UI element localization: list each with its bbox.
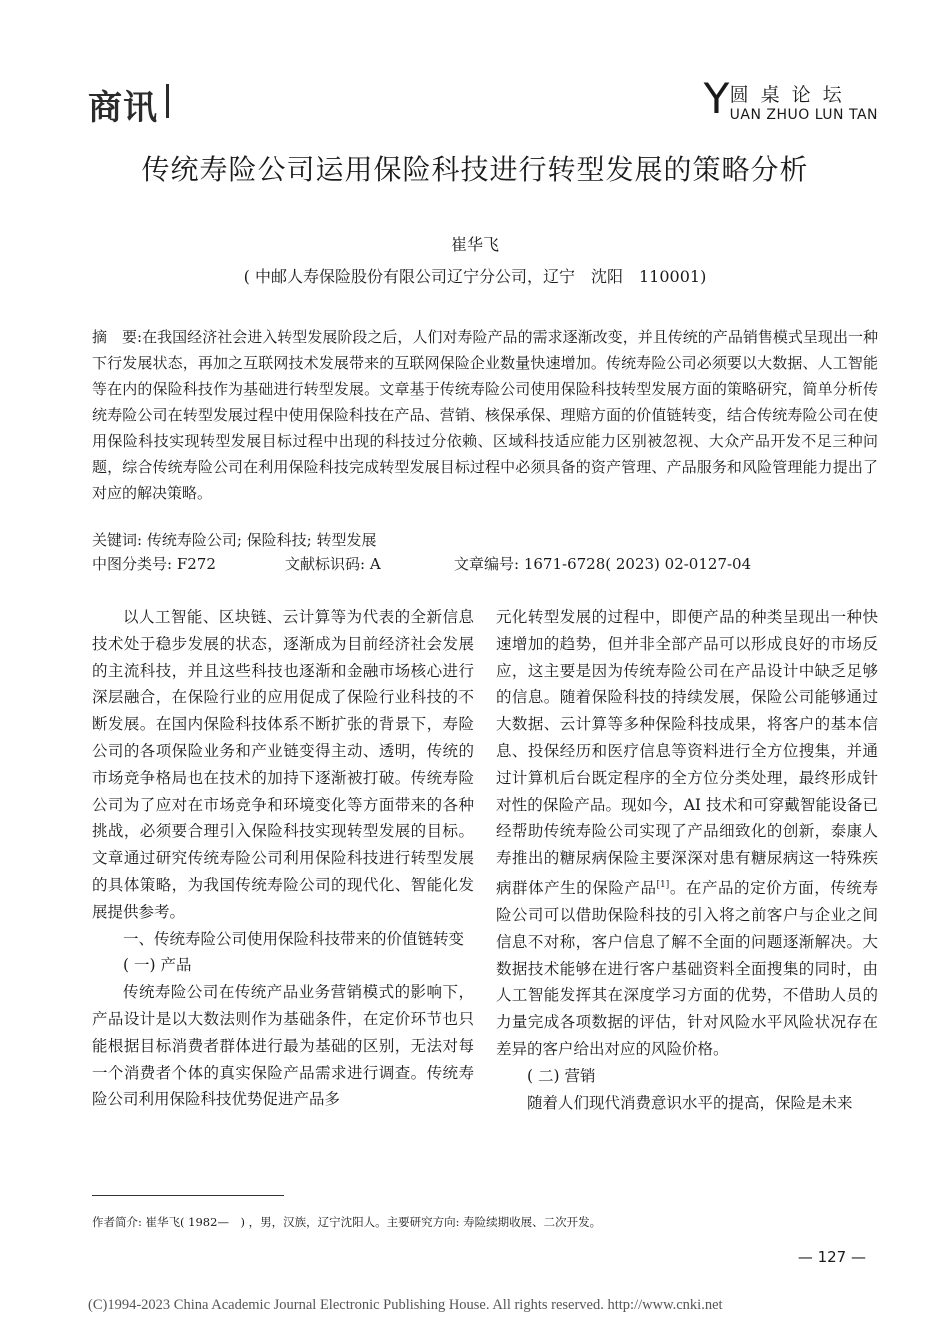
paragraph-text: 元化转型发展的过程中，即便产品的种类呈现出一种快速增加的趋势，但并非全部产品可以形成良好的市场反应，这主要是因为传统寿险公司在产品设计中缺乏足够的信息。随着保险科技的持续发展，保险公司能够通过大数据、云计算等多种保险科技成果，将客户的基本信息、投保经历和医疗信息等资料进行全方位搜集，并通过计算机后台既定程序的全方位分类处理，最终形成针对性的保险产品。现如今，AI 技术和可穿戴智能设备已经帮助传统寿险公司实现了产品细致化的创新，泰康人寿推出的糖尿病保险主要深深对患有糖尿病这一特殊疾病群体产生的保险产品 — [496, 608, 878, 898]
reference-marker[interactable]: [1] — [656, 879, 670, 890]
section-heading: 一、传统寿险公司使用保险科技带来的价值链转变 — [123, 929, 465, 948]
article-title: 传统寿险公司运用保险科技进行转型发展的策略分析 — [141, 153, 809, 186]
abstract-label: 摘 要: — [92, 328, 143, 346]
column-name-cn: 圆桌论坛 — [729, 84, 854, 106]
keywords: 关键词: 传统寿险公司; 保险科技; 转型发展 — [92, 531, 377, 549]
journal-logo: 商讯 — [88, 88, 158, 128]
product-paragraph: 传统寿险公司在传统产品业务营销模式的影响下，产品设计是以大数法则作为基础条件，在定价环节也只能根据目标消费者群体进行最为基础的区别，无法对每一个消费者个体的真实保险产品需求进行调查。传统寿险公司利用保险科技优势促进产品多 — [92, 983, 474, 1109]
abstract — [92, 324, 878, 506]
intro-paragraph: 以人工智能、区块链、云计算等为代表的全新信息技术处于稳步发展的状态，逐渐成为目前经济社会发展的主流科技，并且这些科技也逐渐和金融市场核心进行深层融合，在保险行业的应用促成了保险行业科技的不断发展。在国内保险科技体系不断扩张的背景下，寿险公司的各项保险业务和产业链变得主动、透明，传统的市场竞争格局也在技术的加持下逐渐被打破。传统寿险公司为了应对在市场竞争和环境变化等方面带来的各种挑战，必须要合理引入保险科技实现转型发展的目标。文章通过研究传统寿险公司利用保险科技进行转型发展的具体策略，为我国传统寿险公司的现代化、智能化发展提供参考。 — [92, 608, 474, 921]
body-column-right — [496, 604, 878, 1116]
product-paragraph-continued — [496, 604, 878, 1063]
body-column-left — [92, 604, 474, 1113]
page-number: — 127 — — [797, 1248, 866, 1266]
article-meta — [92, 528, 878, 576]
author-affiliation: ( 中邮人寿保险股份有限公司辽宁分公司，辽宁 沈阳 110001) — [243, 267, 707, 286]
footnote-divider — [92, 1195, 284, 1196]
keywords-row — [92, 528, 878, 552]
subsection-heading-marketing: ( 二) 营销 — [527, 1066, 596, 1085]
subsection-heading: ( 一) 产品 — [123, 956, 192, 975]
clc-number: 中图分类号: F272 — [92, 555, 216, 573]
classification-row — [92, 552, 878, 576]
author-name: 崔华飞 — [450, 235, 499, 254]
document-code: 文献标识码: A — [285, 555, 381, 573]
paragraph-text-continued: 。在产品的定价方面，传统寿险公司可以借助保险科技的引入将之前客户与企业之间信息不对称，客户信息了解不全面的问题逐渐解决。大数据技术能够在进行客户基础资料全面搜集的同时，由人工智能发挥其在深度学习方面的优势，不借助人员的力量完成各项数据的评估，针对风险水平风险状况存在差异的客户给出对应的风险价格。 — [496, 879, 878, 1058]
column-initial: Y — [703, 74, 730, 123]
abstract-text: 在我国经济社会进入转型发展阶段之后，人们对寿险产品的需求逐渐改变，并且传统的产品销售模式呈现出一种下行发展状态，再加之互联网技术发展带来的互联网保险企业数量快速增加。传统寿险公司必须要以大数据、人工智能等在内的保险科技作为基础进行转型发展。文章基于传统寿险公司使用保险科技转型发展方面的策略研究，简单分析传统寿险公司在转型发展过程中使用保险科技在产品、营销、核保承保、理赔方面的价值链转变，结合传统寿险公司在使用保险科技实现转型发展目标过程中出现的科技过分依赖、区域科技适应能力区别被忽视、大众产品开发不足三种问题，综合传统寿险公司在利用保险科技完成转型发展目标过程中必须具备的资产管理、产品服务和风险管理能力提出了对应的解决策略。 — [92, 328, 878, 502]
author-footnote: 作者简介: 崔华飞( 1982— ) ，男，汉族，辽宁沈阳人。主要研究方向: 寿险续期收展、二次开发。 — [92, 1215, 602, 1229]
marketing-paragraph: 随着人们现代消费意识水平的提高，保险是未来 — [527, 1093, 853, 1112]
column-name-en: UAN ZHUO LUN TAN — [729, 107, 878, 123]
article-number: 文章编号: 1671-6728( 2023) 02-0127-04 — [454, 555, 752, 573]
copyright-notice: (C)1994-2023 China Academic Journal Electronic Publishing House. All rights reserved. http://www.cnki.net — [88, 1297, 723, 1313]
logo-divider — [166, 84, 169, 118]
column-header — [703, 74, 878, 123]
